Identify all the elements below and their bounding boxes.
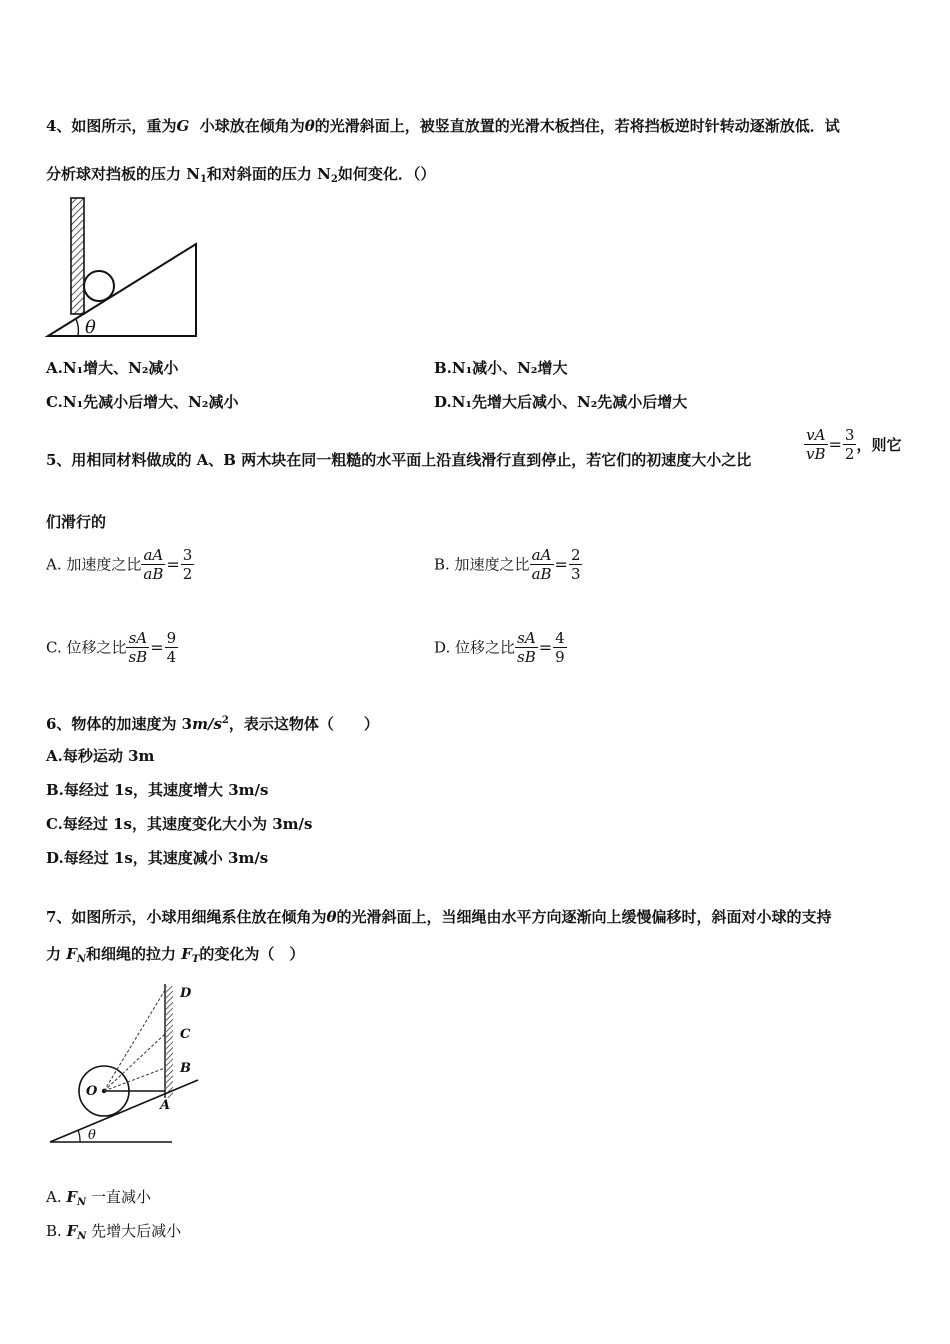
q5-option-d-label: D. 位移之比 bbox=[434, 638, 516, 657]
q6-option-d[interactable]: D.每经过 1s，其速度减小 3m/s bbox=[46, 849, 269, 867]
q7-option-b-sub: N bbox=[77, 1231, 87, 1242]
q4-stem-line2 bbox=[46, 164, 435, 190]
q5-option-b-eq: = bbox=[554, 554, 568, 574]
q5-option-a-vden: 2 bbox=[182, 565, 193, 583]
q5-eq: = bbox=[828, 435, 842, 454]
q5-option-c-label: C. 位移之比 bbox=[46, 638, 127, 657]
q7-label-c: C bbox=[180, 1027, 191, 1042]
q5-option-d-eq: = bbox=[538, 637, 553, 657]
q5-option-d-frac bbox=[515, 629, 538, 666]
q6-option-a[interactable]: A.每秒运动 3m bbox=[46, 747, 155, 765]
q5-option-c[interactable] bbox=[46, 629, 178, 666]
q4-g-symbol: G bbox=[176, 117, 190, 135]
q7-option-a-prefix: A. bbox=[46, 1188, 67, 1206]
q6-text-end: ，表示这物体（ ） bbox=[228, 715, 379, 733]
q4-sub: 1 bbox=[199, 174, 207, 185]
q5-option-c-val bbox=[165, 629, 179, 666]
q7-ft-symbol: F bbox=[181, 945, 192, 963]
q6-unit: m/s bbox=[192, 715, 222, 733]
q7-fn-symbol: F bbox=[66, 945, 77, 963]
q4-option-c[interactable]: C.N₁先减小后增大、N₂减小 bbox=[46, 393, 239, 411]
q7-option-b-prefix: B. bbox=[46, 1222, 67, 1240]
q7-figure bbox=[44, 978, 214, 1148]
q7-label-o: O bbox=[86, 1084, 98, 1099]
q4-incline bbox=[48, 244, 196, 336]
q4-theta-label: θ bbox=[85, 317, 96, 338]
q4-angle-arc bbox=[76, 319, 78, 336]
q5-option-a-frac bbox=[141, 546, 165, 583]
q5-option-a-den: aB bbox=[143, 565, 164, 583]
q5-option-c-vnum: 9 bbox=[166, 629, 177, 647]
q7-ft-sub: T bbox=[191, 954, 200, 965]
q7-angle-arc bbox=[78, 1130, 80, 1142]
q7-incline bbox=[50, 1080, 198, 1142]
q4-figure bbox=[40, 192, 210, 342]
q5-ratio bbox=[804, 426, 901, 463]
q7-wall bbox=[166, 986, 173, 1098]
q5-option-b[interactable] bbox=[434, 546, 582, 583]
q7-option-a-sub: N bbox=[77, 1197, 87, 1208]
q7-rope-d bbox=[104, 990, 165, 1091]
q5-option-d-vnum: 4 bbox=[555, 629, 565, 647]
q5-stem-line1 bbox=[46, 450, 751, 470]
q4-text: 小球放在倾角为 bbox=[189, 117, 305, 135]
q7-option-b-f: F bbox=[66, 1222, 78, 1240]
q5-option-d-vden: 9 bbox=[555, 648, 565, 666]
q5-option-b-frac bbox=[530, 546, 554, 583]
q5-val-den: 2 bbox=[844, 445, 855, 463]
q5-stem-line2: 们滑行的 bbox=[46, 513, 107, 531]
q5-option-d[interactable] bbox=[434, 629, 567, 666]
q7-option-a[interactable] bbox=[46, 1187, 151, 1213]
q5-ratio-den: vB bbox=[806, 445, 826, 463]
q5-option-d-den: sB bbox=[517, 648, 536, 666]
q5-option-c-frac bbox=[126, 629, 149, 666]
q4-text: 的光滑斜面上，被竖直放置的光滑木板挡住，若将挡板逆时针转动逐渐放低．试 bbox=[314, 117, 840, 135]
q7-text: 力 bbox=[46, 945, 67, 963]
q6-option-c[interactable]: C.每经过 1s，其速度变化大小为 3m/s bbox=[46, 815, 313, 833]
q7-label-b: B bbox=[180, 1061, 191, 1076]
q4-text: 分析球对挡板的压力 N bbox=[46, 165, 200, 183]
q4-theta-symbol: θ bbox=[304, 117, 315, 135]
q4-text: 4、如图所示，重为 bbox=[46, 117, 177, 135]
q5-option-a-vnum: 3 bbox=[182, 546, 193, 564]
q7-stem-line1 bbox=[46, 907, 831, 927]
q7-text: 的光滑斜面上，当细绳由水平方向逐渐向上缓慢偏移时，斜面对小球的支持 bbox=[336, 908, 832, 926]
q5-option-d-val bbox=[553, 629, 567, 666]
q7-option-b-text: 先增大后减小 bbox=[86, 1222, 182, 1240]
q7-text: 7、如图所示，小球用细绳系住放在倾角为 bbox=[46, 908, 327, 926]
q4-stem-line1 bbox=[46, 116, 840, 136]
q4-option-a[interactable]: A.N₁增大、N₂减小 bbox=[46, 359, 179, 377]
q5-option-a[interactable] bbox=[46, 546, 194, 583]
q4-option-b[interactable]: B.N₁减小、N₂增大 bbox=[434, 359, 568, 377]
q6-text: 6、物体的加速度为 3 bbox=[46, 715, 193, 733]
q5-val-num: 3 bbox=[844, 426, 855, 444]
q5-option-b-val bbox=[569, 546, 583, 583]
q5-option-b-label: B. 加速度之比 bbox=[434, 555, 530, 574]
q5-option-b-vden: 3 bbox=[570, 565, 581, 583]
q5-ratio-symbols bbox=[804, 426, 828, 463]
q7-option-b[interactable] bbox=[46, 1221, 181, 1247]
q7-rope-b bbox=[104, 1068, 165, 1091]
q5-ratio-values bbox=[843, 426, 857, 463]
q4-ball bbox=[84, 271, 114, 301]
q5-option-a-label: A. 加速度之比 bbox=[46, 555, 142, 574]
q5-option-c-eq: = bbox=[150, 637, 164, 657]
q5-text: 5、用相同材料做成的 A、B 两木块在同一粗糙的水平面上沿直线滑行直到停止，若它们的初速度大小之比 bbox=[46, 451, 752, 469]
q5-option-d-num: sA bbox=[515, 629, 538, 648]
q5-option-b-den: aB bbox=[531, 565, 552, 583]
q7-text-end: 的变化为（ ） bbox=[199, 945, 305, 963]
q4-text: 如何变化．（） bbox=[337, 165, 436, 183]
q5-option-c-num: sA bbox=[126, 629, 149, 648]
q5-ratio-num: vA bbox=[804, 426, 828, 445]
q5-text-end: ，则它 bbox=[856, 436, 902, 454]
q7-fn-sub: N bbox=[76, 954, 87, 965]
q5-option-c-vden: 4 bbox=[166, 648, 177, 666]
q7-rope-c bbox=[104, 1034, 165, 1091]
q6-sup: 2 bbox=[221, 715, 229, 726]
q7-label-d: D bbox=[180, 986, 192, 1001]
q7-stem-line2 bbox=[46, 944, 304, 970]
q4-sub: 2 bbox=[330, 174, 338, 185]
q7-option-a-f: F bbox=[66, 1188, 78, 1206]
q6-option-b[interactable]: B.每经过 1s，其速度增大 3m/s bbox=[46, 781, 269, 799]
q5-option-c-den: sB bbox=[128, 648, 148, 666]
q7-theta-label: θ bbox=[88, 1128, 96, 1143]
q4-text: 和对斜面的压力 N bbox=[206, 165, 331, 183]
q5-option-a-val bbox=[181, 546, 195, 583]
q4-option-d[interactable]: D.N₁先增大后减小、N₂先减小后增大 bbox=[434, 393, 688, 411]
q7-text: 和细绳的拉力 bbox=[86, 945, 182, 963]
q7-label-a: A bbox=[160, 1098, 171, 1113]
q5-option-a-eq: = bbox=[166, 554, 180, 574]
q4-board bbox=[71, 198, 84, 314]
q7-option-a-text: 一直减小 bbox=[86, 1188, 151, 1206]
q6-stem bbox=[46, 711, 379, 734]
q5-option-b-vnum: 2 bbox=[570, 546, 581, 564]
q7-theta-symbol: θ bbox=[326, 908, 337, 926]
q5-option-b-num: aA bbox=[530, 546, 554, 565]
q5-option-a-num: aA bbox=[141, 546, 165, 565]
